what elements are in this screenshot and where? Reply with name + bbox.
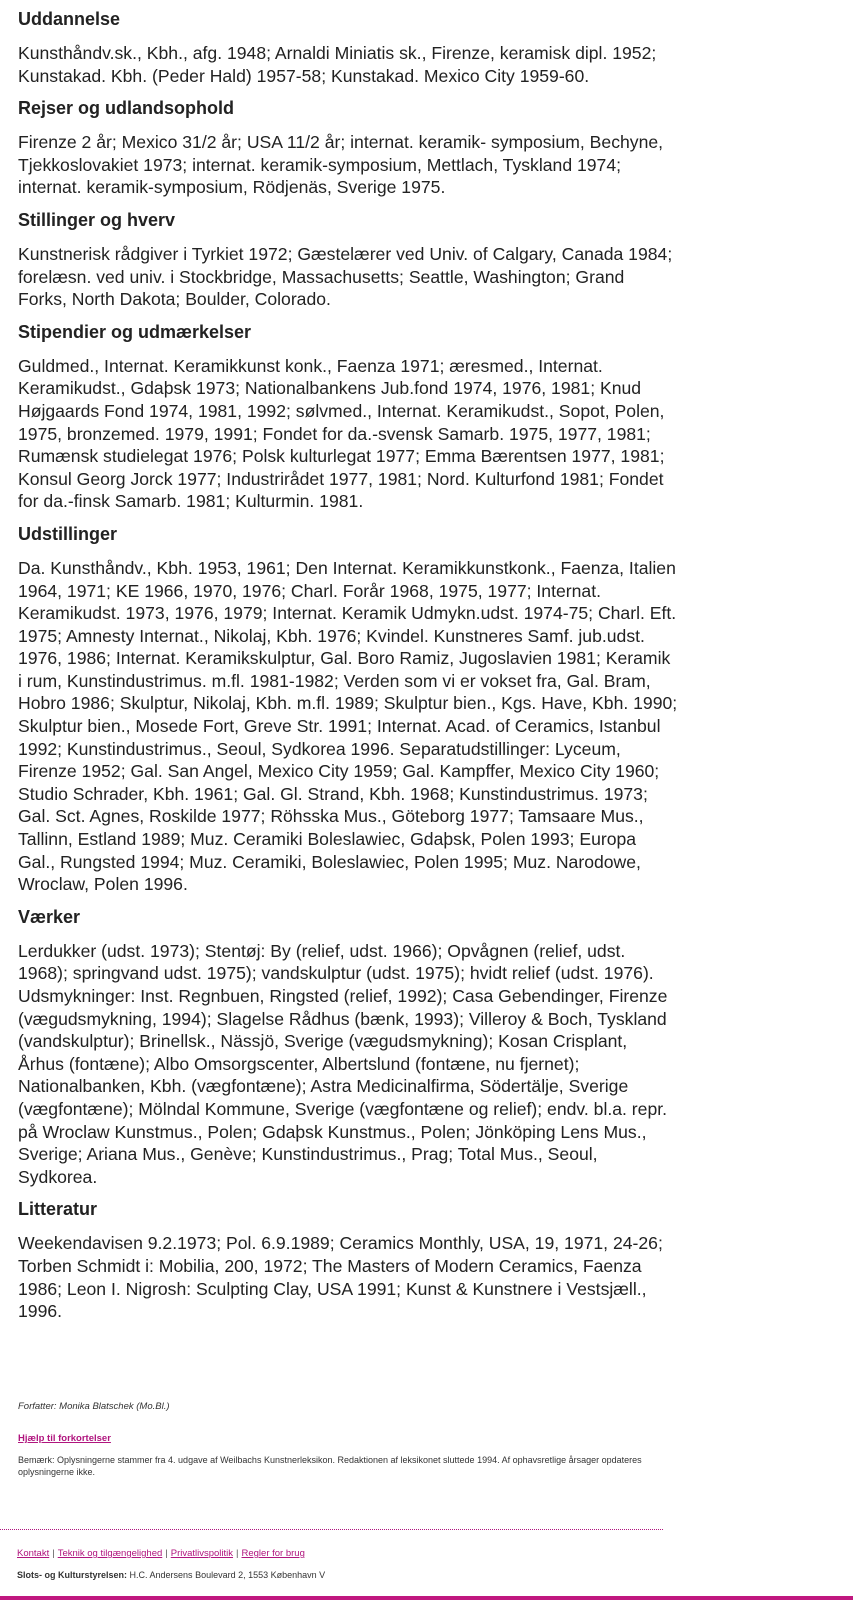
section-heading: Udstillinger [18,523,118,544]
section-udstillinger [18,521,678,896]
footer-divider [0,1529,663,1530]
section-text: Kunstnerisk rådgiver i Tyrkiet 1972; Gæstelærer ved Univ. of Calgary, Canada 1984; forelæsn. ved univ. i Stockbridge, Massachusetts; Seattle, Washington; Grand Forks, North Dakota; Boulder, Colorado. [18,243,673,310]
footer-link-regler[interactable]: Regler for brug [241,1548,305,1559]
abbreviations-help-link[interactable]: Hjælp til forkortelser [18,1433,111,1444]
bottom-accent-bar [0,1596,853,1600]
footer-links [17,1548,305,1559]
footer-org: Slots- og Kulturstyrelsen: [17,1570,128,1580]
section-heading: Værker [18,906,81,927]
section-litteratur [18,1196,678,1322]
section-text: Kunsthåndv.sk., Kbh., afg. 1948; Arnaldi Miniatis sk., Firenze, keramisk dipl. 1952; Kunstakad. Kbh. (Peder Hald) 1957-58; Kunstakad. Mexico City 1959-60. [18,43,657,86]
section-heading: Rejser og udlandsophold [18,98,235,119]
section-text: Firenze 2 år; Mexico 31/2 år; USA 11/2 år; internat. keramik- symposium, Bechyne, Tjekkoslovakiet 1973; internat. keramik-symposium, Mettlach, Tyskland 1974; internat. keramik-symposium, Rödjenäs, Sverige 1975. [18,132,664,198]
section-heading: Stillinger og hverv [18,209,176,230]
footer-separator: | [165,1548,168,1559]
disclaimer-note: Bemærk: Oplysningerne stammer fra 4. udgave af Weilbachs Kunstnerleksikon. Redaktionen af leksikonet sluttede 1994. Af ophavsretlige årsager opdateres oplysningerne ikke. [18,1455,642,1477]
section-stillinger [18,207,678,311]
section-uddannelse [18,6,678,87]
author-credit: Forfatter: Monika Blatschek (Mo.Bl.) [18,1401,170,1412]
section-text: Guldmed., Internat. Keramikkunst konk., Faenza 1971; æresmed., Internat. Keramikudst., Gdaþsk 1973; Nationalbankens Jub.fond 1974, 1976, 1981; Knud Højgaards Fond 1974, 1981, 1992; sølvmed., Internat. Keramikudst., Sopot, Polen, 1975, bronzemed. 1979, 1991; Fondet for da.-svensk Samarb. 1975, 1977, 1981; Rumænsk studielegat 1976; Polsk kulturlegat 1977; Emma Bærentsen 1977, 1981; Konsul Georg Jorck 1977; Industrirådet 1977, 1981; Nord. Kulturfond 1981; Fondet for da.-finsk Samarb. 1981; Kulturmin. 1981. [18,355,665,512]
section-text: Weekendavisen 9.2.1973; Pol. 6.9.1989; Ceramics Monthly, USA, 19, 1971, 24-26; Torben Schmidt i: Mobilia, 200, 1972; The Masters of Modern Ceramics, Faenza 1986; Leon I. Nigrosh: Sculpting Clay, USA 1991; Kunst & Kunstnere i Vestsjæll., 1996. [18,1233,663,1322]
footer-link-privatliv[interactable]: Privatlivspolitik [170,1548,234,1559]
section-heading: Stipendier og udmærkelser [18,321,252,342]
footer-separator: | [52,1548,55,1559]
section-text: Lerdukker (udst. 1973); Stentøj: By (relief, udst. 1966); Opvågnen (relief, udst. 1968); springvand udst. 1975); vandskulptur (udst. 1975); hvidt relief (udst. 1976). Udsmykninger: Inst. Regnbuen, Ringsted (relief, 1992); Casa Gebendinger, Firenze (vægudsmykning, 1994); Slagelse Rådhus (bænk, 1993); Villeroy & Boch, Tyskland (vandskulptur); Brinellsk., Nässjö, Sverige (vægudsmykning); Kosan Crisplant, Århus (fontæne); Albo Omsorgscenter, Albertslund (fontæne, nu fjernet); Nationalbanken, Kbh. (vægfontæne); Astra Medicinalfirma, Södertälje, Sverige (vægfontæne); Mölndal Kommune, Sverige (vægfontæne og relief); endv. bl.a. repr. på Wroclaw Kunstmus., Polen; Gdaþsk Kunstmus., Polen; Jönköping Lens Mus., Sverige; Ariana Mus., Genève; Kunstindustrimus., Prag; Total Mus., Seoul, Sydkorea. [18,940,668,1187]
footer-separator: | [236,1548,239,1559]
footer-link-teknik[interactable]: Teknik og tilgængelighed [57,1548,163,1559]
section-stipendier [18,319,678,513]
footer-link-kontakt[interactable]: Kontakt [17,1548,50,1559]
section-vaerker [18,904,678,1189]
article [18,6,678,1331]
footer-address-text: H.C. Andersens Boulevard 2, 1553 København V [129,1570,326,1580]
section-text: Da. Kunsthåndv., Kbh. 1953, 1961; Den Internat. Keramikkunstkonk., Faenza, Italien 1964, 1971; KE 1966, 1970, 1976; Charl. Forår 1968, 1975, 1977; Internat. Keramikudst. 1973, 1976, 1979; Internat. Keramik Udmykn.udst. 1974-75; Charl. Eft. 1975; Amnesty Internat., Nikolaj, Kbh. 1976; Kvindel. Kunstneres Samf. jub.udst. 1976, 1986; Internat. Keramikskulptur, Gal. Boro Ramiz, Jugoslavien 1981; Keramik i rum, Kunstindustrimus. m.fl. 1981-1982; Verden som vi er vokset fra, Gal. Bram, Hobro 1986; Skulptur, Nikolaj, Kbh. m.fl. 1989; Skulptur bien., Kgs. Have, Kbh. 1990; Skulptur bien., Mosede Fort, Greve Str. 1991; Internat. Acad. of Ceramics, Istanbul 1992; Kunstindustrimus., Seoul, Sydkorea 1996. Separatudstillinger: Lyceum, Firenze 1952; Gal. San Angel, Mexico City 1959; Gal. Kampffer, Mexico City 1960; Studio Schrader, Kbh. 1961; Gal. Gl. Strand, Kbh. 1968; Kunstindustrimus. 1973; Gal. Sct. Agnes, Roskilde 1977; Röhsska Mus., Göteborg 1977; Tamsaare Mus., Tallinn, Estland 1989; Muz. Ceramiki Boleslawiec, Gdaþsk, Polen 1993; Europa Gal., Rungsted 1994; Muz. Ceramiki, Boleslawiec, Polen 1995; Muz. Narodowe, Wroclaw, Polen 1996. [18,557,678,895]
section-heading: Litteratur [18,1199,98,1220]
section-heading: Uddannelse [18,9,121,29]
footer-address [17,1570,325,1580]
section-rejser [18,95,678,199]
